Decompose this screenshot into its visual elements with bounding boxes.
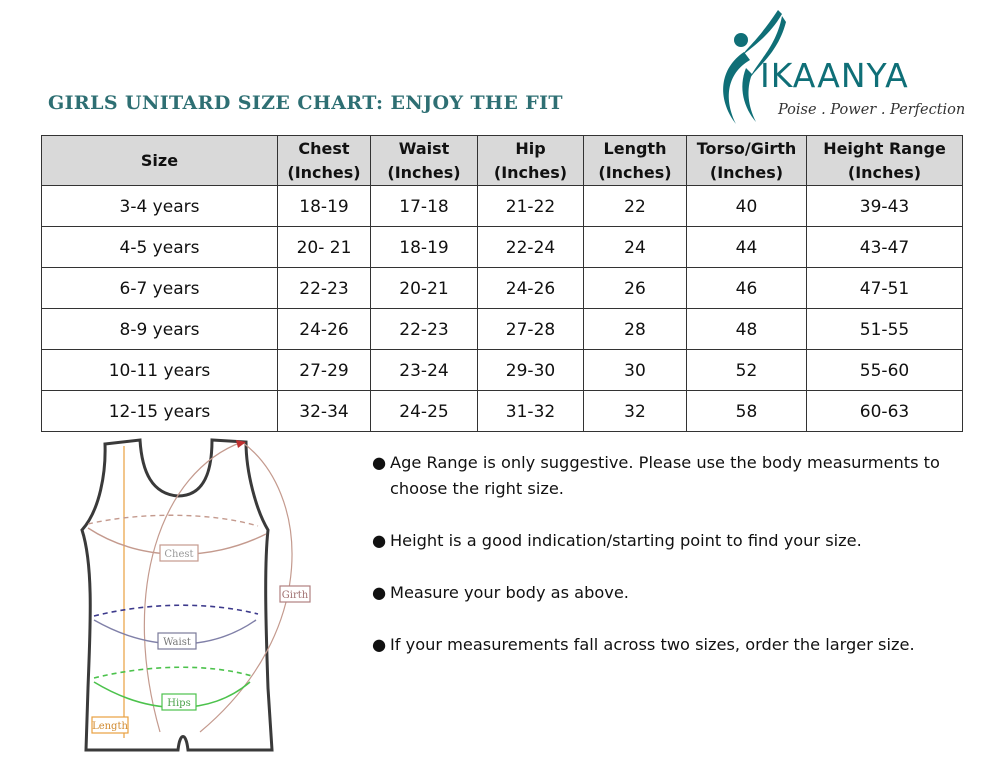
table-cell: 3-4 years [42, 186, 278, 227]
table-cell: 8-9 years [42, 309, 278, 350]
girth-label: Girth [281, 590, 309, 601]
size-notes [372, 450, 972, 684]
table-cell: 43-47 [807, 227, 963, 268]
header-chest [278, 136, 371, 186]
table-cell: 55-60 [807, 350, 963, 391]
header-torso-girth [687, 136, 807, 186]
header-height-range [807, 136, 963, 186]
table-cell: 32-34 [278, 391, 371, 432]
table-cell: 47-51 [807, 268, 963, 309]
table-cell: 17-18 [371, 186, 478, 227]
table-cell: 52 [687, 350, 807, 391]
table-row [42, 186, 963, 227]
header-label: Chest [298, 138, 350, 158]
header-length [584, 136, 687, 186]
table-cell: 44 [687, 227, 807, 268]
table-cell: 22-23 [278, 268, 371, 309]
table-cell: 46 [687, 268, 807, 309]
table-cell: 27-28 [478, 309, 584, 350]
table-cell: 22-24 [478, 227, 584, 268]
header-label: Waist [398, 138, 450, 158]
table-cell: 60-63 [807, 391, 963, 432]
note-text: If your measurements fall across two sizes, order the larger size. [390, 635, 915, 654]
header-label: Torso/Girth [696, 138, 797, 158]
table-row [42, 309, 963, 350]
header-hip [478, 136, 584, 186]
table-cell: 22 [584, 186, 687, 227]
table-row [42, 268, 963, 309]
table-cell: 18-19 [371, 227, 478, 268]
table-cell: 40 [687, 186, 807, 227]
hips-label: Hips [167, 698, 191, 709]
note-item [372, 632, 972, 658]
waist-label: Waist [163, 637, 191, 648]
bullet-icon: ● [372, 453, 387, 472]
brand-logo [716, 8, 976, 136]
page-title: GIRLS UNITARD SIZE CHART: ENJOY THE FIT [48, 92, 563, 114]
waist-measure-line [94, 605, 258, 616]
header-unit: (Inches) [287, 162, 361, 182]
table-cell: 24 [584, 227, 687, 268]
note-text: Age Range is only suggestive. Please use the body measurments to choose the right size. [390, 453, 940, 498]
table-cell: 58 [687, 391, 807, 432]
table-cell: 24-26 [478, 268, 584, 309]
table-header-row [42, 136, 963, 186]
chest-label: Chest [164, 549, 194, 560]
table-cell: 10-11 years [42, 350, 278, 391]
length-label: Length [92, 721, 128, 732]
header-waist [371, 136, 478, 186]
table-row [42, 350, 963, 391]
table-cell: 29-30 [478, 350, 584, 391]
table-row [42, 391, 963, 432]
note-item [372, 450, 972, 502]
note-item [372, 580, 972, 606]
header-label: Height Range [823, 138, 946, 158]
bullet-icon: ● [372, 635, 387, 654]
table-cell: 31-32 [478, 391, 584, 432]
header-unit: (Inches) [847, 162, 922, 182]
table-row [42, 227, 963, 268]
bullet-icon: ● [372, 583, 387, 602]
table-cell: 30 [584, 350, 687, 391]
note-item [372, 528, 972, 554]
girth-arc-right [200, 442, 292, 732]
table-cell: 6-7 years [42, 268, 278, 309]
table-cell: 28 [584, 309, 687, 350]
header-unit: (Inches) [598, 162, 672, 182]
size-chart-table [41, 135, 963, 432]
bullet-icon: ● [372, 531, 387, 550]
table-cell: 23-24 [371, 350, 478, 391]
header-unit: (Inches) [709, 162, 784, 182]
table-cell: 26 [584, 268, 687, 309]
table-cell: 24-25 [371, 391, 478, 432]
table-cell: 39-43 [807, 186, 963, 227]
chest-measure-line [88, 515, 258, 526]
header-label: Length [603, 138, 667, 158]
table-cell: 20- 21 [278, 227, 371, 268]
header-unit: (Inches) [387, 162, 461, 182]
table-cell: 51-55 [807, 309, 963, 350]
table-cell: 32 [584, 391, 687, 432]
header-size [42, 136, 278, 186]
unitard-measurement-diagram [60, 432, 320, 757]
table-cell: 22-23 [371, 309, 478, 350]
table-cell: 21-22 [478, 186, 584, 227]
hips-measure-line [94, 667, 252, 678]
brand-tagline: Poise . Power . Perfection [778, 102, 966, 118]
table-cell: 20-21 [371, 268, 478, 309]
table-cell: 48 [687, 309, 807, 350]
table-cell: 27-29 [278, 350, 371, 391]
note-text: Height is a good indication/starting point to find your size. [390, 531, 862, 550]
girth-arc-left [144, 442, 242, 732]
table-cell: 18-19 [278, 186, 371, 227]
table-cell: 4-5 years [42, 227, 278, 268]
brand-name: IKAANYA [760, 56, 909, 95]
header-label: Size [140, 150, 179, 170]
header-label: Hip [515, 138, 546, 158]
table-cell: 24-26 [278, 309, 371, 350]
note-text: Measure your body as above. [390, 583, 629, 602]
header-unit: (Inches) [493, 162, 568, 182]
table-cell: 12-15 years [42, 391, 278, 432]
